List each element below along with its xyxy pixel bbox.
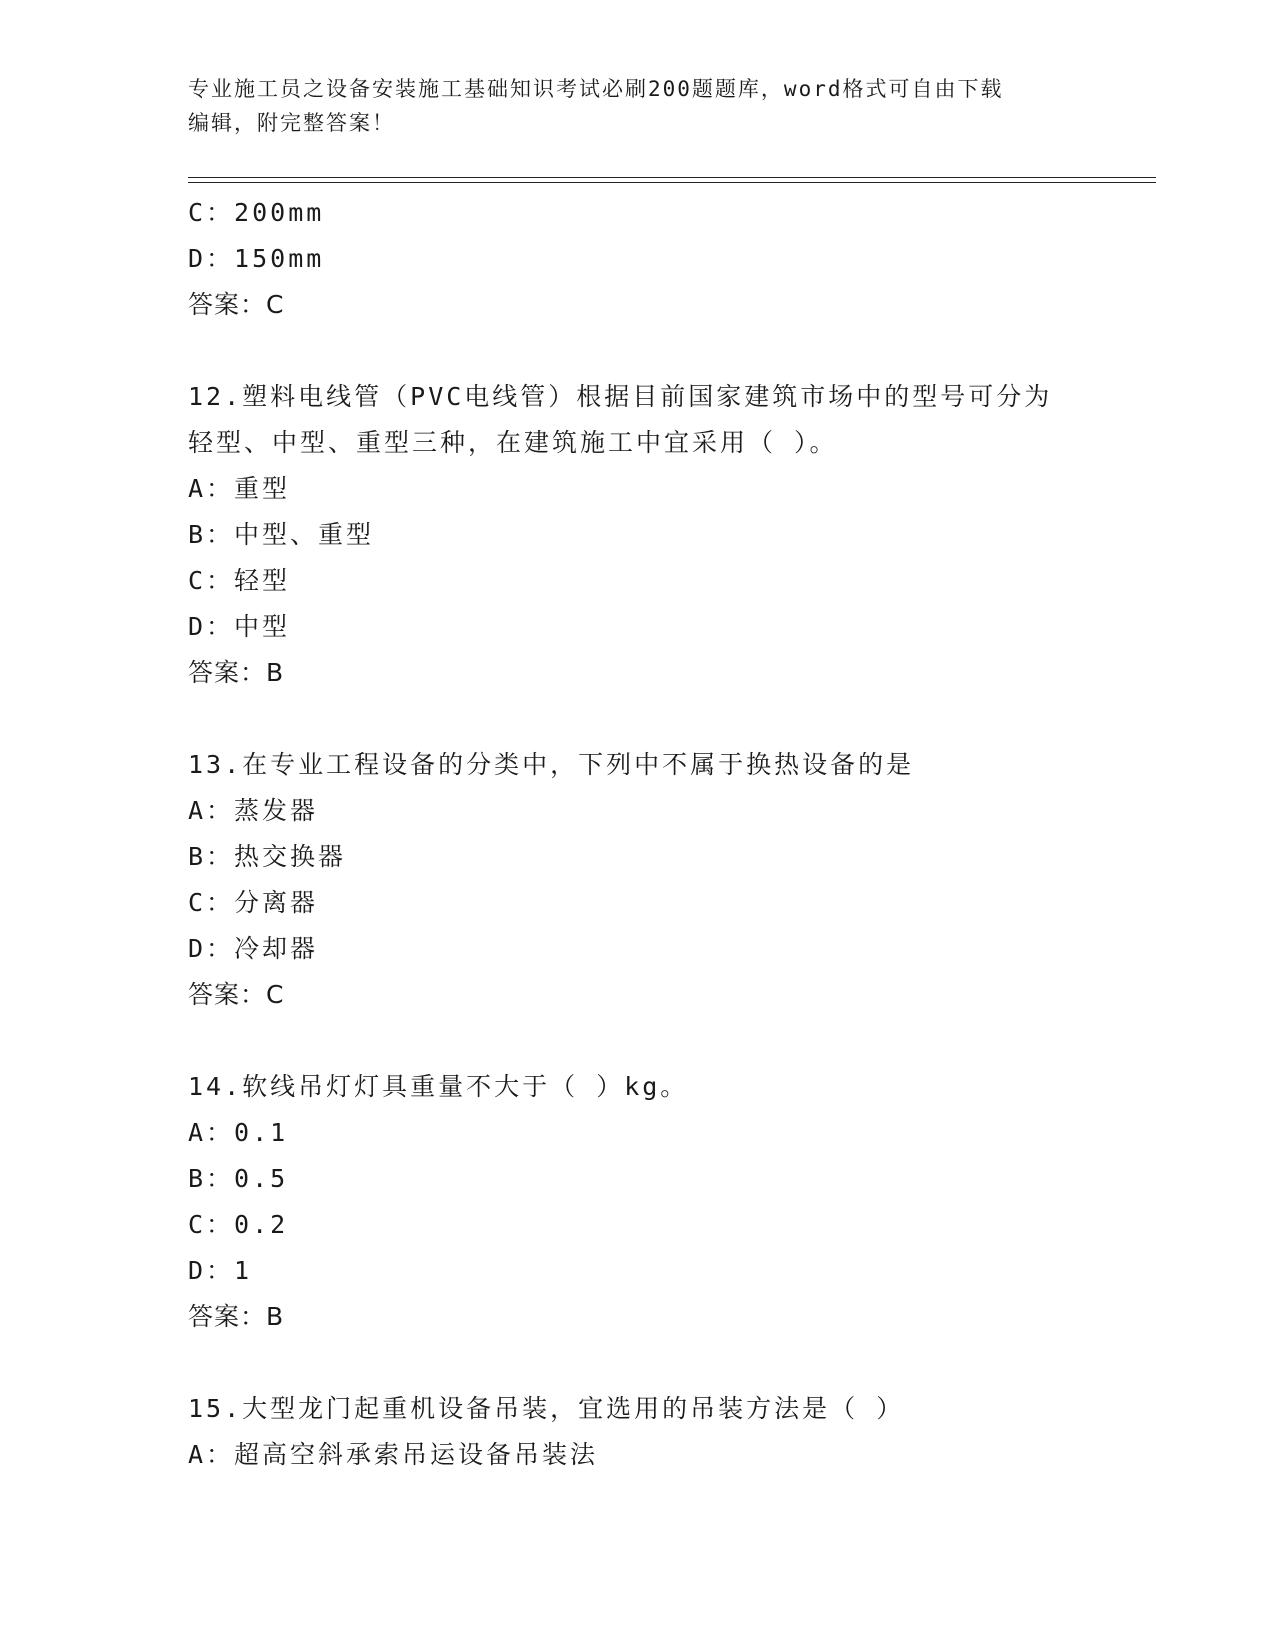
header-divider-top (188, 177, 1156, 178)
option-d: D：150mm (188, 244, 325, 273)
option-c: C：轻型 (188, 566, 291, 595)
question-list (188, 190, 1148, 1478)
header-title-line-2: 编辑，附完整答案！ (188, 111, 395, 135)
option-c: C：0.2 (188, 1210, 289, 1239)
option-c: C：200mm (188, 198, 325, 227)
option-d: D：中型 (188, 612, 291, 641)
answer-line: 答案：C (188, 290, 285, 319)
question-text: 轻型、中型、重型三种，在建筑施工中宜采用（ ）。 (188, 428, 838, 457)
question-text: 12.塑料电线管（PVC电线管）根据目前国家建筑市场中的型号可分为 (188, 382, 1053, 411)
option-b: B：热交换器 (188, 842, 347, 871)
question-text: 14.软线吊灯灯具重量不大于（ ）kg。 (188, 1072, 689, 1101)
option-c: C：分离器 (188, 888, 319, 917)
question-block (188, 1064, 1148, 1340)
document-header (188, 72, 1088, 140)
question-block (188, 1386, 1148, 1478)
option-a: A：超高空斜承索吊运设备吊装法 (188, 1440, 599, 1469)
question-block (188, 190, 1148, 328)
header-divider-bottom (188, 182, 1156, 183)
question-text: 15.大型龙门起重机设备吊装，宜选用的吊装方法是（ ） (188, 1394, 905, 1423)
answer-line: 答案：B (188, 658, 285, 687)
question-block (188, 374, 1148, 696)
option-a: A：0.1 (188, 1118, 289, 1147)
answer-line: 答案：B (188, 1302, 285, 1331)
option-b: B：0.5 (188, 1164, 289, 1193)
option-a: A：重型 (188, 474, 291, 503)
question-block (188, 742, 1148, 1018)
question-text: 13.在专业工程设备的分类中，下列中不属于换热设备的是 (188, 750, 915, 779)
header-title-line-1: 专业施工员之设备安装施工基础知识考试必刷200题题库，word格式可自由下载 (188, 77, 1004, 101)
option-d: D：冷却器 (188, 934, 319, 963)
option-b: B：中型、重型 (188, 520, 375, 549)
option-d: D：1 (188, 1256, 253, 1285)
answer-line: 答案：C (188, 980, 285, 1009)
option-a: A：蒸发器 (188, 796, 319, 825)
